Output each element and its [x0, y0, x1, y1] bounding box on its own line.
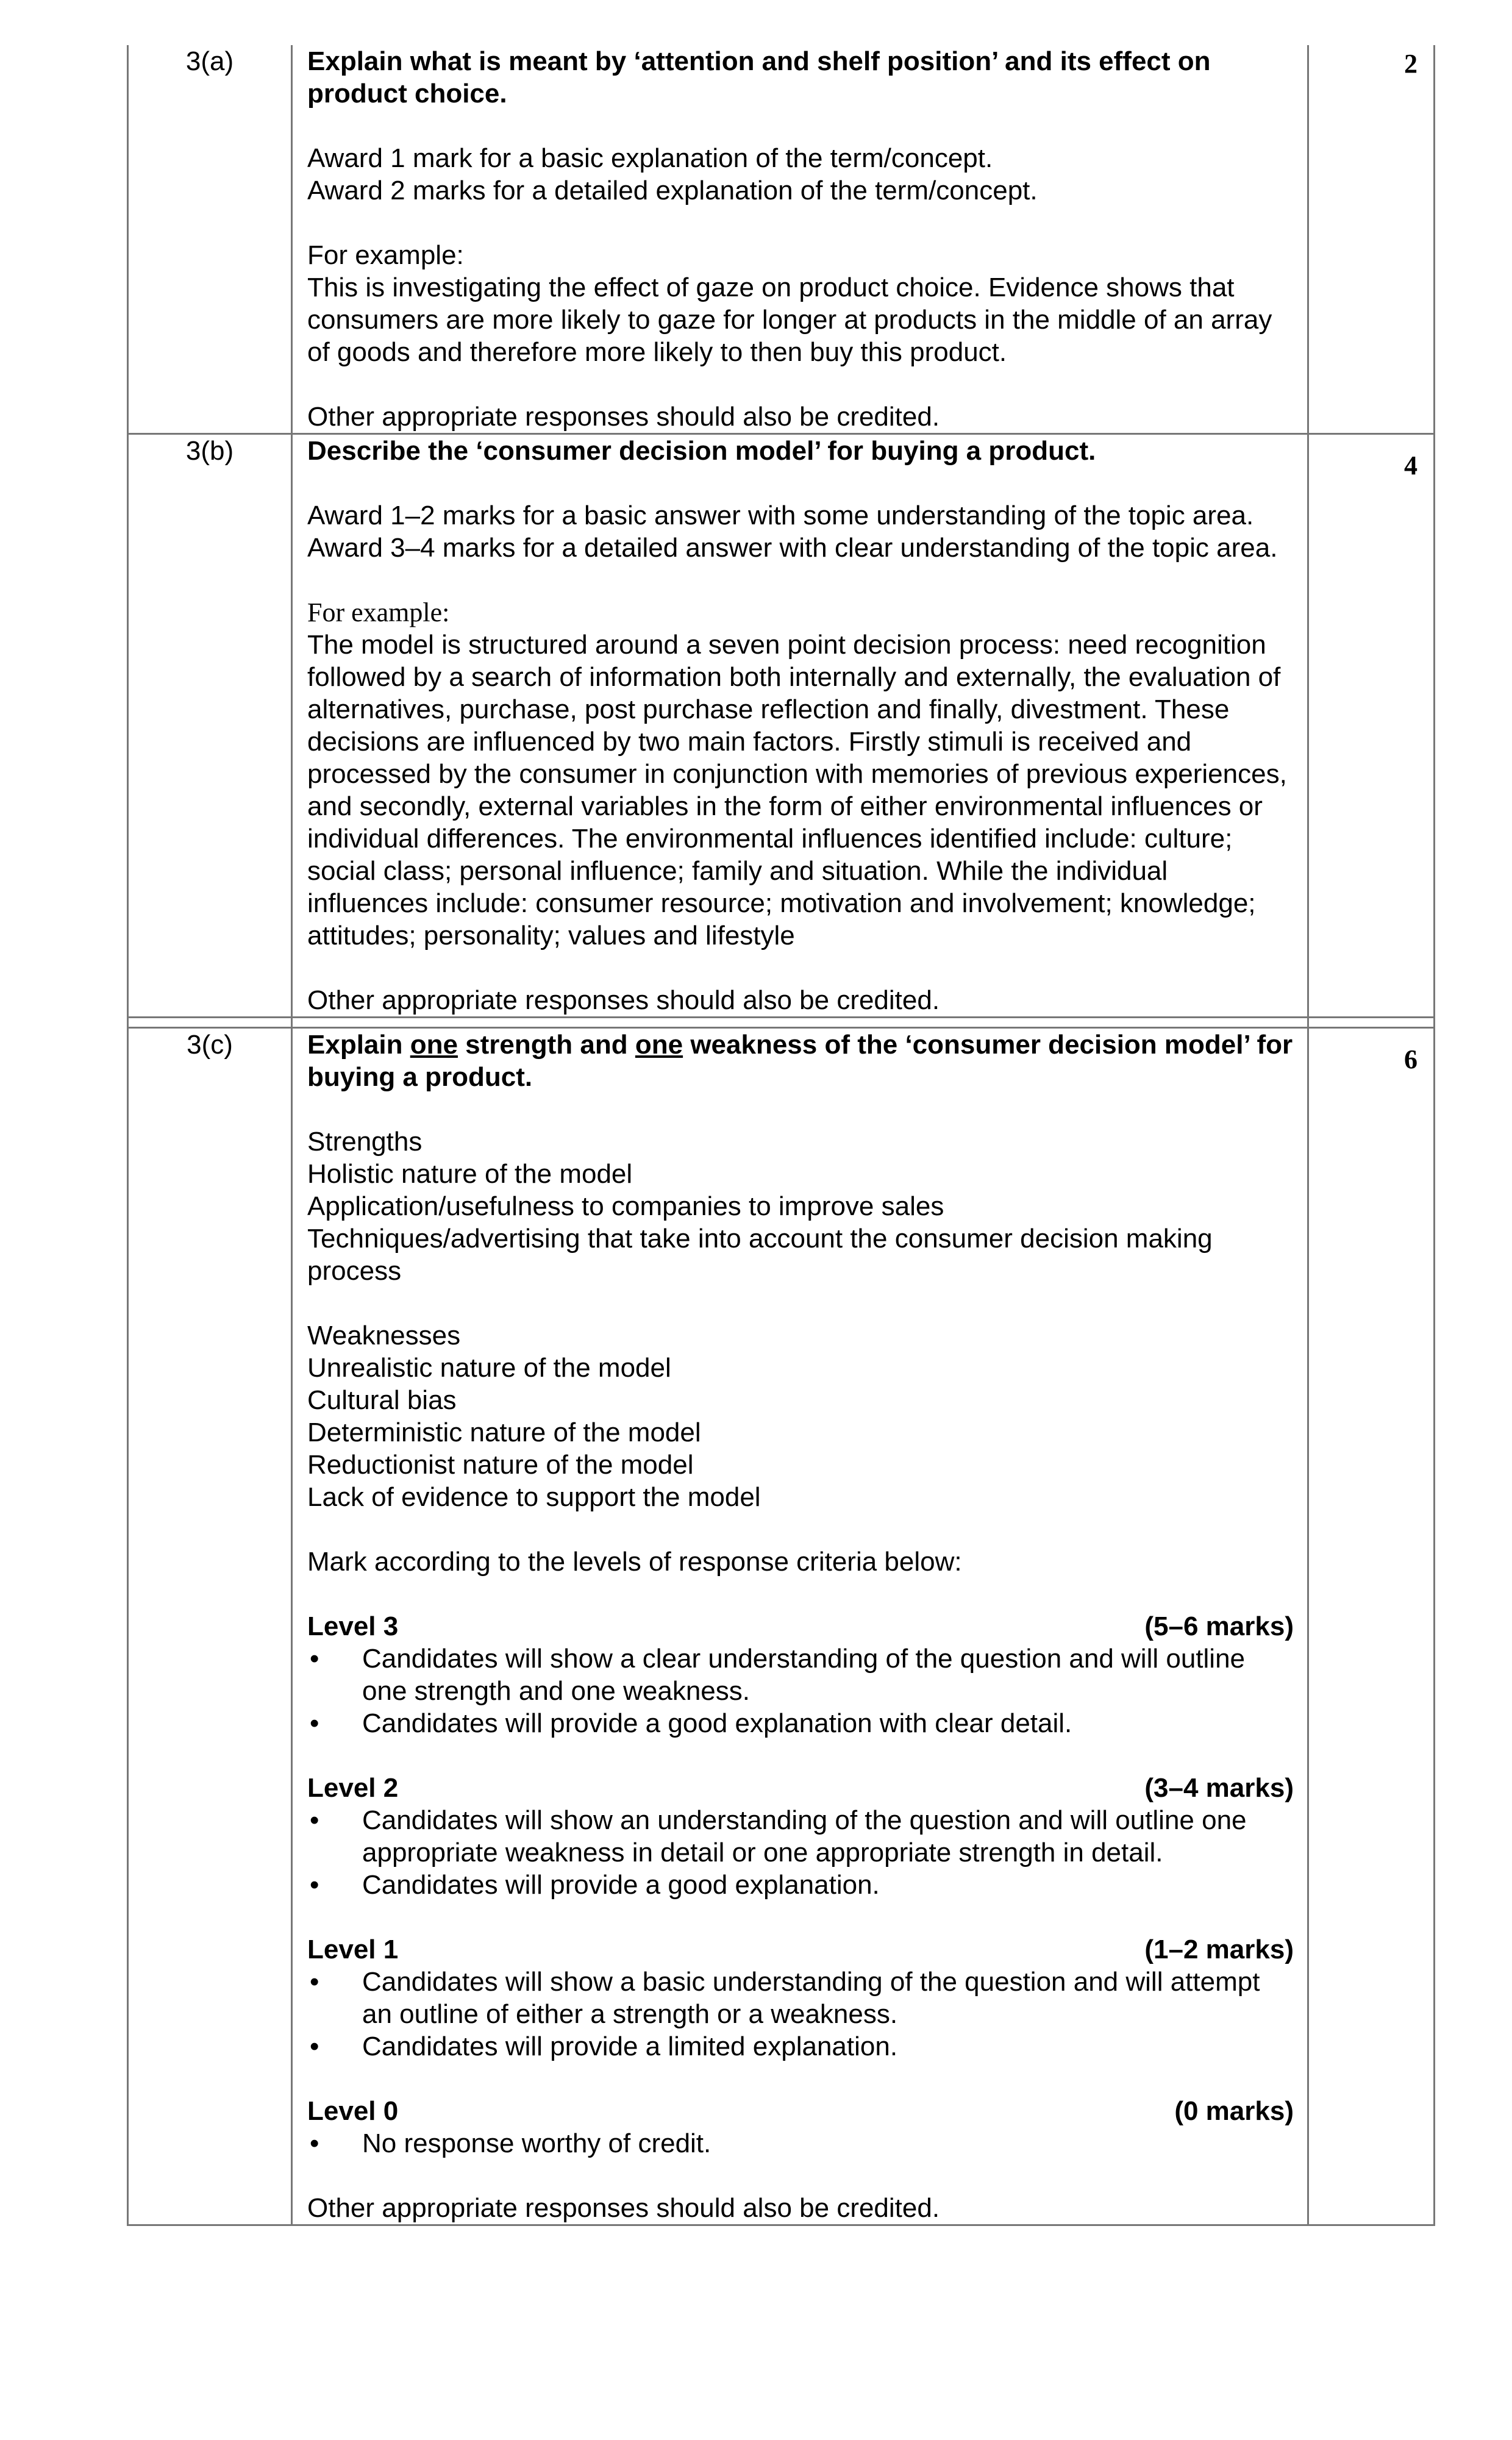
weakness-item: Unrealistic nature of the model [307, 1353, 671, 1383]
weakness-item: Reductionist nature of the model [307, 1450, 694, 1480]
level-name: Level 2 [307, 1773, 399, 1803]
level-heading [307, 1772, 1294, 1804]
list-item: • Candidates will show a basic understanding of the question and will attempt an outline of either a strength or a weakness. [307, 1966, 1294, 2030]
title-underlined: one [410, 1030, 458, 1060]
level-criteria-list [307, 1804, 1294, 1901]
level-marks: (3–4 marks) [1144, 1773, 1294, 1803]
example-text: This is investigating the effect of gaze on product choice. Evidence shows that consumers are more likely to gaze for longer at products in the middle of an array of goods and therefore more likely to then buy this product. [307, 273, 1272, 367]
example-label: For example: [307, 240, 464, 270]
level-marks: (5–6 marks) [1144, 1611, 1294, 1641]
marks-value: 2 [1404, 49, 1417, 79]
list-item: • Candidates will show a clear understanding of the question and will outline one strength and one weakness. [307, 1643, 1294, 1707]
level-criteria-list [307, 1966, 1294, 2063]
title-part: Explain [307, 1030, 410, 1060]
other-responses-note: Other appropriate responses should also be credited. [307, 985, 940, 1015]
weakness-item: Lack of evidence to support the model [307, 1482, 761, 1512]
level-name: Level 1 [307, 1935, 399, 1964]
level-name: Level 3 [307, 1611, 399, 1641]
weakness-item: Deterministic nature of the model [307, 1418, 701, 1447]
list-item: • No response worthy of credit. [307, 2127, 1294, 2160]
example-label: For example: [307, 598, 450, 627]
level-marks: (0 marks) [1174, 2096, 1294, 2126]
marks-value: 6 [1404, 1044, 1417, 1074]
row-divider [128, 1018, 1435, 1028]
question-title [307, 1029, 1294, 1093]
level-name: Level 0 [307, 2096, 399, 2126]
award-line: Award 2 marks for a detailed explanation of the term/concept. [307, 176, 1038, 205]
other-responses-note: Other appropriate responses should also be credited. [307, 402, 940, 432]
marks-value: 4 [1404, 451, 1417, 480]
level-heading [307, 1933, 1294, 1966]
award-line: Award 1–2 marks for a basic answer with some understanding of the topic area. [307, 501, 1254, 530]
other-responses-note: Other appropriate responses should also be credited. [307, 2193, 940, 2223]
list-item: • Candidates will provide a good explanation. [307, 1869, 1294, 1901]
criteria-intro: Mark according to the levels of response criteria below: [307, 1547, 962, 1577]
question-number: 3(c) [187, 1030, 233, 1060]
title-part: weakness of the ‘consumer decision model’ for buying a product. [307, 1030, 1293, 1092]
award-line: Award 3–4 marks for a detailed answer with clear understanding of the topic area. [307, 533, 1278, 563]
strengths-heading: Strengths [307, 1127, 423, 1157]
question-number: 3(b) [185, 436, 234, 466]
table-row [128, 45, 1435, 434]
level-criteria-list [307, 1643, 1294, 1739]
weaknesses-heading: Weaknesses [307, 1321, 461, 1350]
table-row [128, 434, 1435, 1018]
level-heading [307, 2095, 1294, 2127]
list-item: • Candidates will provide a limited explanation. [307, 2030, 1294, 2063]
level-marks: (1–2 marks) [1144, 1935, 1294, 1964]
question-number: 3(a) [185, 46, 234, 76]
strength-item: Application/usefulness to companies to improve sales [307, 1191, 944, 1221]
mark-scheme-table [127, 45, 1435, 2226]
question-title: Describe the ‘consumer decision model’ for buying a product. [307, 436, 1096, 466]
level-criteria-list [307, 2127, 1294, 2160]
title-underlined: one [635, 1030, 683, 1060]
strength-item: Holistic nature of the model [307, 1159, 633, 1189]
strength-item: Techniques/advertising that take into account the consumer decision making process [307, 1224, 1213, 1286]
title-part: strength and [457, 1030, 635, 1060]
award-line: Award 1 mark for a basic explanation of the term/concept. [307, 143, 993, 173]
question-title: Explain what is meant by ‘attention and shelf position’ and its effect on product choice. [307, 46, 1211, 109]
level-heading [307, 1610, 1294, 1643]
weakness-item: Cultural bias [307, 1385, 457, 1415]
table-row [128, 1028, 1435, 2225]
list-item: • Candidates will provide a good explanation with clear detail. [307, 1707, 1294, 1739]
list-item: • Candidates will show an understanding of the question and will outline one appropriate weakness in detail or one appropriate strength in detail. [307, 1804, 1294, 1869]
example-text: The model is structured around a seven point decision process: need recognition followed by a search of information both internally and externally, the evaluation of alternatives, purchase, post purchase reflection and finally, divestment. These decisions are influenced by two main factors. Firstly stimuli is received and processed by the consumer in conjunction with memories of previous experiences, and secondly, external variables in the form of either environmental influences or individual differences. The environmental influences identified include: culture; social class; personal influence; family and situation. While the individual influences include: consumer resource; motivation and involvement; knowledge; attitudes; personality; values and lifestyle [307, 630, 1287, 951]
